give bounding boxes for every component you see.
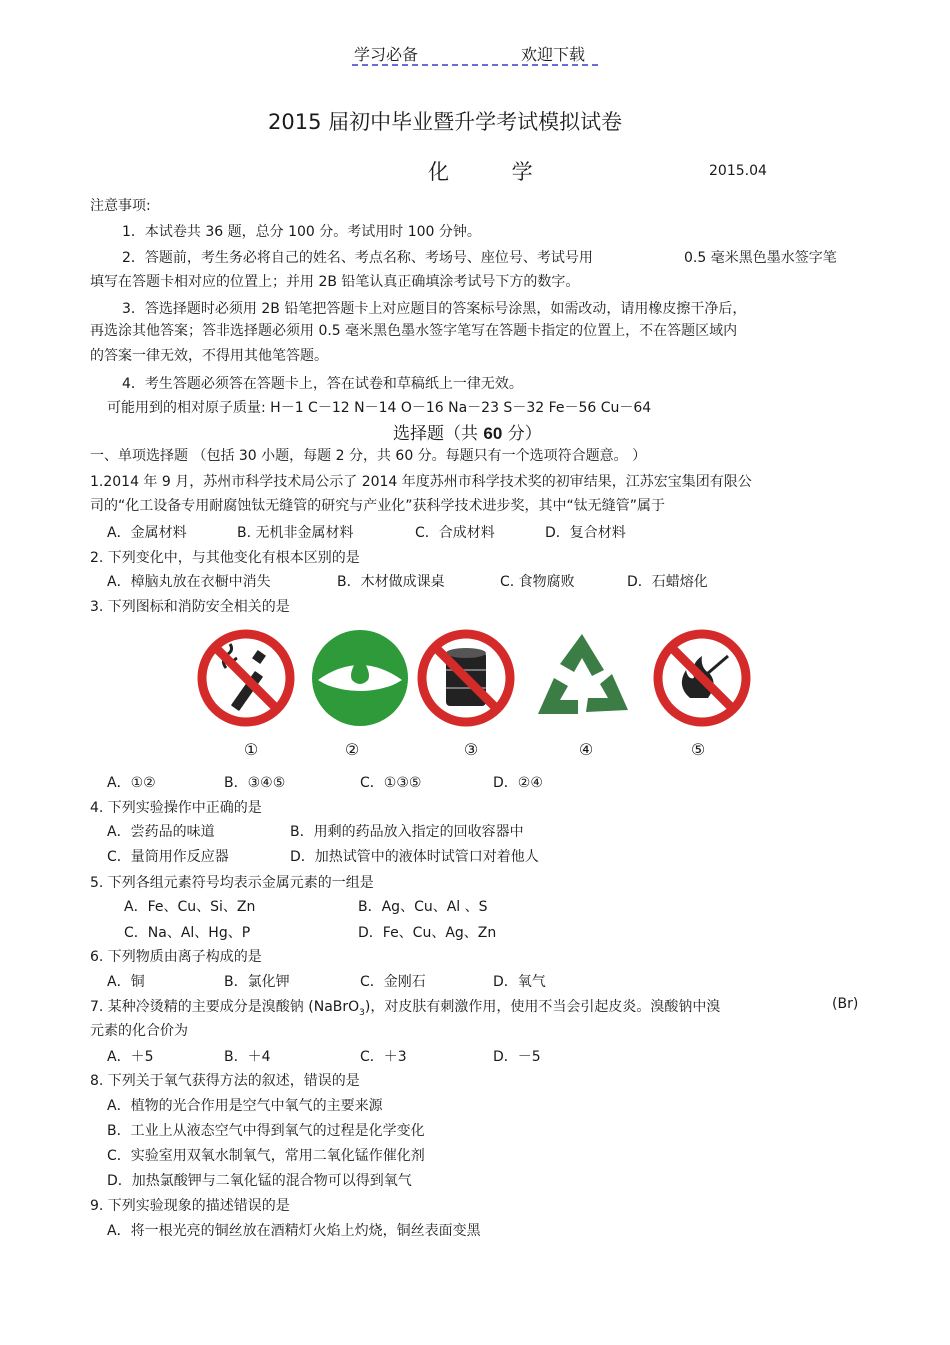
- no-smoking-icon: [196, 628, 296, 728]
- q1-stem-line2: 司的“化工设备专用耐腐蚀钛无缝管的研究与产业化”获科学技术进步奖，其中“钛无缝管”属于: [90, 498, 666, 514]
- note-3-line2: 再选涂其他答案；答非选择题必须用 0.5 毫米黑色墨水签字笔写在答题卡指定的位置上，不在答题区域内: [90, 323, 738, 339]
- header-left: 学习必备: [354, 45, 419, 64]
- q7-element-symbol: (Br): [832, 996, 859, 1012]
- q8-option-b: B．工业上从液态空气中得到氧气的过程是化学变化: [107, 1123, 425, 1139]
- q2-stem: 2. 下列变化中，与其他变化有根本区别的是: [90, 550, 360, 566]
- note-3-line1: 3．答选择题时必须用 2B 铅笔把答题卡上对应题目的答案标号涂黑，如需改动，请用橡皮擦干净后，: [122, 301, 747, 317]
- q5-option-c: C．Na、Al、Hg、P: [124, 925, 251, 941]
- note-4: 4．考生答题必须答在答题卡上，答在试卷和草稿纸上一律无效。: [122, 376, 523, 392]
- safety-signs: [196, 628, 756, 738]
- q8-option-a: A．植物的光合作用是空气中氧气的主要来源: [107, 1098, 383, 1114]
- section-heading-post: 分）: [502, 424, 542, 444]
- atomic-masses: 可能用到的相对原子质量: H－1 C－12 N－14 O－16 Na－23 S－32 Fe－56 Cu－64: [107, 400, 652, 416]
- q2-option-a: A．樟脑丸放在衣橱中消失: [107, 574, 271, 590]
- q1-option-b: B. 无机非金属材料: [237, 525, 354, 541]
- q6-option-c: C．金刚石: [360, 974, 426, 990]
- q7-stem-line2: 元素的化合价为: [90, 1023, 188, 1039]
- q3-stem: 3. 下列图标和消防安全相关的是: [90, 599, 290, 615]
- q7-subscript: 3: [359, 1007, 365, 1018]
- sign-number-5: ⑤: [690, 740, 706, 759]
- exam-date: 2015.04: [709, 163, 767, 179]
- section-heading: [393, 419, 542, 444]
- note-2-line1: 2．答题前，考生务必将自己的姓名、考点名称、考场号、座位号、考试号用: [122, 250, 593, 266]
- section-heading-points: 60: [483, 424, 503, 443]
- q1-stem-line1: 1.2014 年 9 月，苏州市科学技术局公示了 2014 年度苏州市科学技术奖的初审结果，江苏宏宝集团有限公: [90, 474, 752, 490]
- subject-title: 化 学: [428, 160, 561, 184]
- q3-option-a: A．①②: [107, 775, 156, 791]
- q4-option-c: C．量筒用作反应器: [107, 849, 229, 865]
- q6-option-a: A．铜: [107, 974, 145, 990]
- note-1: 1．本试卷共 36 题，总分 100 分。考试用时 100 分钟。: [122, 224, 481, 240]
- q6-option-d: D．氧气: [493, 974, 546, 990]
- q2-option-c: C. 食物腐败: [500, 574, 575, 590]
- q4-stem: 4. 下列实验操作中正确的是: [90, 800, 262, 816]
- sign-number-2: ②: [344, 740, 360, 759]
- no-oil-drum-icon: [416, 628, 516, 728]
- q5-stem: 5. 下列各组元素符号均表示金属元素的一组是: [90, 875, 374, 891]
- no-open-flame-icon: [652, 628, 752, 728]
- q2-option-b: B．木材做成课桌: [337, 574, 445, 590]
- q7-stem-rest: )，对皮肤有刺激作用，使用不当会引起皮炎。溴酸钠中溴: [364, 999, 721, 1015]
- q1-option-a: A．金属材料: [107, 525, 187, 541]
- q9-stem: 9. 下列实验现象的描述错误的是: [90, 1198, 290, 1214]
- q9-option-a: A．将一根光亮的铜丝放在酒精灯火焰上灼烧，铜丝表面变黑: [107, 1223, 481, 1239]
- recycle-icon: [532, 628, 632, 728]
- header-underline: [352, 64, 598, 66]
- note-3-line3: 的答案一律无效，不得用其他笔答题。: [90, 348, 328, 364]
- q7-option-b: B．＋4: [224, 1049, 271, 1065]
- q3-option-b: B．③④⑤: [224, 775, 286, 791]
- exam-title: 2015 届初中毕业暨升学考试模拟试卷: [268, 110, 623, 134]
- sign-number-4: ④: [578, 740, 594, 759]
- q8-option-c: C．实验室用双氧水制氧气，常用二氧化锰作催化剂: [107, 1148, 425, 1164]
- q7-stem-line1: [90, 996, 720, 1018]
- q5-option-b: B．Ag、Cu、Al 、S: [358, 899, 488, 915]
- q4-option-a: A．尝药品的味道: [107, 824, 215, 840]
- q3-option-c: C．①③⑤: [360, 775, 422, 791]
- q8-option-d: D．加热氯酸钾与二氧化锰的混合物可以得到氧气: [107, 1173, 412, 1189]
- part1-heading: 一、单项选择题 （包括 30 小题，每题 2 分，共 60 分。每题只有一个选项符合题意。 ）: [90, 448, 647, 464]
- q7-option-c: C．＋3: [360, 1049, 407, 1065]
- sign-number-1: ①: [243, 740, 259, 759]
- q1-option-c: C．合成材料: [415, 525, 495, 541]
- notes-heading: 注意事项:: [90, 198, 151, 214]
- note-2-line1-end: 0.5 毫米黑色墨水签字笔: [684, 250, 837, 266]
- section-heading-pre: 选择题（共: [393, 424, 484, 444]
- q1-option-d: D．复合材料: [545, 525, 626, 541]
- q8-stem: 8. 下列关于氧气获得方法的叙述，错误的是: [90, 1073, 360, 1089]
- q7-stem-start: 7. 某种冷烫精的主要成分是溴酸钠 (NaBrO: [90, 999, 360, 1015]
- header-right: 欢迎下载: [521, 45, 586, 64]
- q7-option-d: D．－5: [493, 1049, 541, 1065]
- q4-option-d: D．加热试管中的液体时试管口对着他人: [290, 849, 539, 865]
- q7-option-a: A．＋5: [107, 1049, 154, 1065]
- q5-option-d: D．Fe、Cu、Ag、Zn: [358, 925, 497, 941]
- q2-option-d: D．石蜡熔化: [627, 574, 708, 590]
- note-2-line2: 填写在答题卡相对应的位置上；并用 2B 铅笔认真正确填涂考试号下方的数字。: [90, 274, 580, 290]
- q6-stem: 6. 下列物质由离子构成的是: [90, 949, 262, 965]
- q3-option-d: D．②④: [493, 775, 543, 791]
- q6-option-b: B．氯化钾: [224, 974, 290, 990]
- q5-option-a: A．Fe、Cu、Si、Zn: [124, 899, 256, 915]
- q4-option-b: B．用剩的药品放入指定的回收容器中: [290, 824, 524, 840]
- water-saving-icon: [310, 628, 410, 728]
- sign-number-3: ③: [463, 740, 479, 759]
